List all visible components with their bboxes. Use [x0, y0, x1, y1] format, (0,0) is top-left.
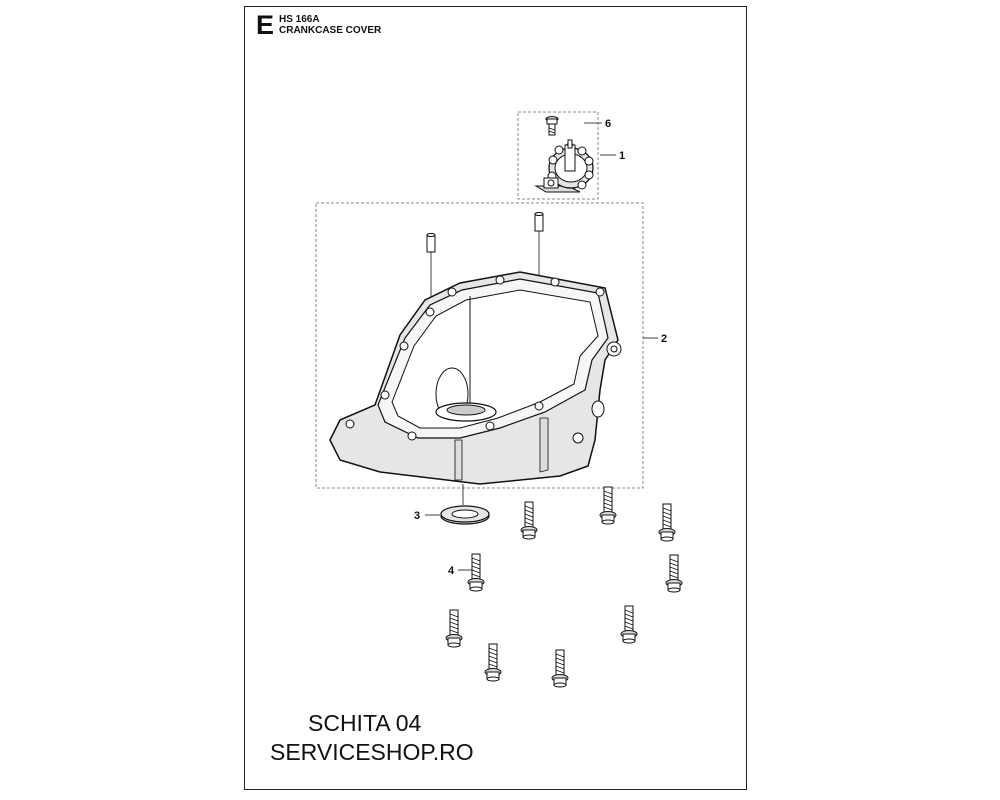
part-2-crankcase-cover	[330, 272, 621, 505]
sketch-label: SCHITA 04	[308, 710, 422, 736]
callout-3: 3	[414, 510, 421, 522]
callout-2: 2	[661, 333, 668, 345]
section-letter: E	[256, 10, 275, 40]
callout-4: 4	[448, 565, 455, 577]
part-1-governor-assembly	[536, 140, 593, 192]
part-3-oil-seal	[441, 506, 489, 524]
callout-6: 6	[605, 118, 612, 130]
assembly-title: CRANKCASE COVER	[279, 25, 382, 36]
part-6-screw	[546, 117, 558, 136]
model-number: HS 166A	[279, 14, 320, 25]
callout-1: 1	[619, 150, 626, 162]
shop-label: SERVICESHOP.RO	[270, 739, 474, 765]
